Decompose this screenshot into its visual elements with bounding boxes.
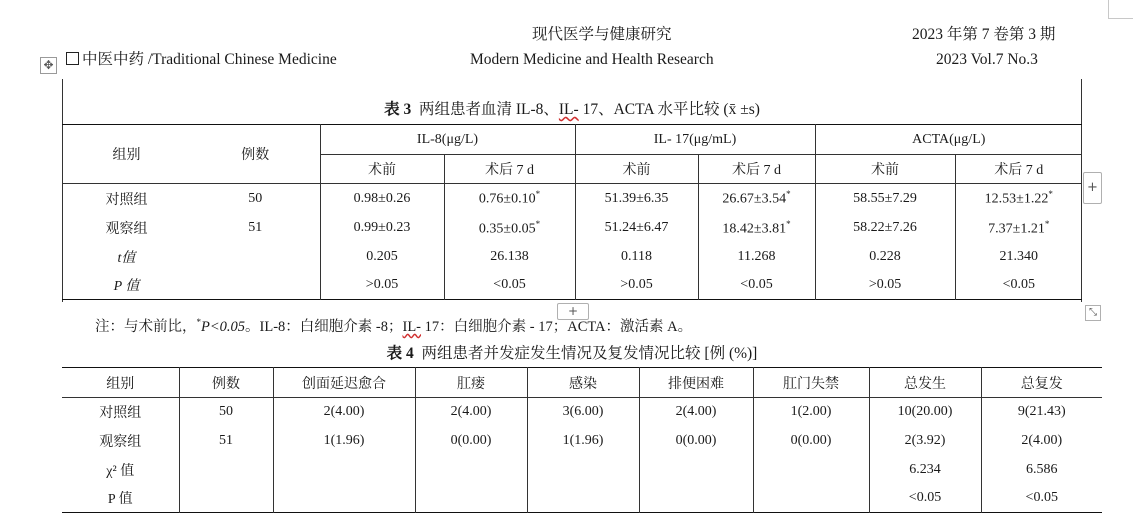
issue-cn: 2023 年第 7 卷第 3 期 <box>912 26 1056 43</box>
table3-cell <box>575 214 698 243</box>
table4-header: 排便困难 <box>639 368 753 398</box>
table3-cell <box>575 184 698 214</box>
table4-cell: 0(0.00) <box>639 427 753 456</box>
table4-cell <box>527 485 639 513</box>
table4-cell: 3(6.00) <box>527 398 639 427</box>
table3-cell-value: 26.138 <box>490 249 529 264</box>
table3-cell-value: 7.37±1.21 <box>988 221 1045 237</box>
table4-cell: 0(0.00) <box>415 427 527 456</box>
table4-cell <box>639 456 753 485</box>
table3-cell <box>955 214 1082 243</box>
table4-row <box>62 398 1102 427</box>
table3-cell <box>320 184 444 214</box>
table4-row <box>62 485 1102 513</box>
table3-cell-value: 51.24±6.47 <box>604 220 669 235</box>
table3 <box>62 124 1082 300</box>
table3-cell <box>955 184 1082 214</box>
table4-row-label: 对照组 <box>99 406 142 422</box>
table3-cell-value: >0.05 <box>868 277 902 293</box>
table3-cell <box>320 243 444 272</box>
table3-header-group: 组别 <box>62 125 191 184</box>
table3-row-cases: 51 <box>248 220 263 235</box>
table3-row <box>62 272 1082 300</box>
significance-mark: * <box>535 189 541 200</box>
table3-header-post: 术后 7 d <box>444 155 575 184</box>
table3-row-cases <box>191 243 320 272</box>
table3-cell-value: 58.22±7.26 <box>853 220 917 235</box>
table3-cell <box>575 243 698 272</box>
table3-row-cases: 50 <box>248 190 263 206</box>
page-corner-mark <box>1108 0 1109 18</box>
table4-cell: 9(21.43) <box>981 398 1102 427</box>
table4-cell: 2(4.00) <box>981 427 1102 456</box>
significance-mark: * <box>535 218 541 229</box>
table3-cell <box>575 272 698 300</box>
table3-header-acta: ACTA(μg/L) <box>815 125 1082 155</box>
table3-cell <box>320 272 444 300</box>
table4-caption: 表 4 两组患者并发症发生情况及复发情况比较 [例 (%)] <box>386 345 758 362</box>
table4-cell: 1(2.00) <box>753 398 869 427</box>
table3-cell <box>320 214 444 243</box>
table4-cell <box>527 456 639 485</box>
table3-cell <box>815 184 955 214</box>
table4-cell <box>415 485 527 513</box>
journal-title-en: Modern Medicine and Health Research <box>470 51 714 68</box>
table3-cell-value: <0.05 <box>493 277 526 293</box>
page-corner-mark-h <box>1108 18 1133 19</box>
table4-cell <box>273 485 415 513</box>
table3-cell-value: >0.05 <box>365 277 399 293</box>
table3-header-il8: IL-8(μg/L) <box>320 125 575 155</box>
table3-cell-value: 0.99±0.23 <box>353 220 411 235</box>
table3-header-il17: IL- 17(μg/mL) <box>575 125 815 155</box>
insert-row-button[interactable]: + <box>557 303 589 320</box>
table3-row <box>62 214 1082 243</box>
table4-cell: 2(4.00) <box>273 398 415 427</box>
table4-header: 总复发 <box>981 368 1102 398</box>
table3-cell <box>815 214 955 243</box>
table3-header-pre: 术前 <box>320 155 444 184</box>
table3-cell-value: 26.67±3.54 <box>722 192 787 208</box>
table4-header: 感染 <box>527 368 639 398</box>
table3-row-label: t值 <box>117 251 136 266</box>
table3-row <box>62 243 1082 272</box>
table3-row-label: P 值 <box>113 279 140 295</box>
table4-row-label: P 值 <box>107 492 133 508</box>
table4-cell: 6.586 <box>981 456 1102 485</box>
table3-cell <box>444 243 575 272</box>
table4-cell: 0(0.00) <box>753 427 869 456</box>
table3-cell-value: 18.42±3.81 <box>722 221 787 237</box>
table3-note: 注：与术前比，*P<0.05。IL-8：白细胞介素 -8；IL- 17：白细胞介素 - 17；ACTA：激活素 A。 <box>95 317 693 335</box>
table-move-handle-icon[interactable]: ✥ <box>40 57 57 74</box>
table3-cell-value: 21.340 <box>999 249 1039 264</box>
table4-cell <box>415 456 527 485</box>
table3-cell <box>698 243 815 272</box>
significance-mark: * <box>786 218 791 229</box>
table4-cell <box>639 485 753 513</box>
table4-header: 肛瘘 <box>415 368 527 398</box>
table4-header: 总发生 <box>869 368 981 398</box>
table3-cell <box>815 243 955 272</box>
table4-cell <box>273 456 415 485</box>
table-resize-handle-icon[interactable]: ⤡ <box>1085 305 1101 321</box>
table4-cell <box>753 456 869 485</box>
table4-header: 例数 <box>179 368 273 398</box>
checkbox-icon <box>66 52 79 65</box>
table3-cell <box>955 243 1082 272</box>
table3-cell-value: 0.76±0.10 <box>478 192 536 208</box>
table3-cell-value: 11.268 <box>737 249 776 264</box>
table3-cell-value: 51.39±6.35 <box>604 190 669 206</box>
table4-cell: 1(1.96) <box>273 427 415 456</box>
table4-cell: 2(4.00) <box>415 398 527 427</box>
table3-cell-value: 0.118 <box>621 249 652 264</box>
table3-cell-value: 0.228 <box>869 249 901 264</box>
table3-header-pre: 术前 <box>815 155 955 184</box>
table4-cell: <0.05 <box>981 485 1102 513</box>
significance-mark: * <box>1044 218 1050 229</box>
table3-cell <box>815 272 955 300</box>
table3-cell <box>698 214 815 243</box>
table4-header: 组别 <box>62 368 179 398</box>
table4-cell: 6.234 <box>869 456 981 485</box>
table3-header-pre: 术前 <box>575 155 698 184</box>
table3-cell-value: <0.05 <box>1002 277 1035 293</box>
table3-caption: 表 3 两组患者血清 IL-8、IL- 17、ACTA 水平比较 (x̄ ±s) <box>384 101 760 118</box>
table4-cell <box>753 485 869 513</box>
table4-header: 创面延迟愈合 <box>273 368 415 398</box>
table3-cell-value: 12.53±1.22 <box>984 192 1049 208</box>
insert-column-button[interactable]: + <box>1083 172 1102 204</box>
table4-row-label: χ² 值 <box>106 464 135 479</box>
table3-row-cases <box>191 272 320 300</box>
significance-mark: * <box>1048 189 1053 200</box>
table3-row-label: 对照组 <box>105 192 148 208</box>
table4-cell: 2(4.00) <box>639 398 753 427</box>
table4-cell: 10(20.00) <box>869 398 981 427</box>
issue-en: 2023 Vol.7 No.3 <box>936 51 1038 68</box>
journal-title-cn: 现代医学与健康研究 <box>532 26 672 43</box>
table4-cell <box>179 485 273 513</box>
table4-cell <box>179 456 273 485</box>
table3-cell <box>444 214 575 243</box>
table3-header-post: 术后 7 d <box>698 155 815 184</box>
table3-header-cases: 例数 <box>191 125 320 184</box>
table3-row-label: 观察组 <box>105 222 148 237</box>
table3-cell-value: 0.205 <box>366 249 398 264</box>
significance-mark: * <box>786 189 791 200</box>
table4-cell: 2(3.92) <box>869 427 981 456</box>
table4-row <box>62 456 1102 485</box>
table3-row <box>62 184 1082 214</box>
table3-cell <box>444 184 575 214</box>
table3-header-post: 术后 7 d <box>955 155 1082 184</box>
table3-cell <box>698 184 815 214</box>
table3-cell <box>698 272 815 300</box>
table3-cell <box>444 272 575 300</box>
table4-row <box>62 427 1102 456</box>
table3-cell-value: 0.35±0.05 <box>478 221 536 237</box>
table4-cell: 1(1.96) <box>527 427 639 456</box>
column-label: 中医中药 /Traditional Chinese Medicine <box>66 51 337 69</box>
table3-cell-value: <0.05 <box>740 277 773 293</box>
table4 <box>62 367 1102 513</box>
table3-cell <box>955 272 1082 300</box>
table4-cell: 51 <box>179 427 273 456</box>
table4-row-label: 观察组 <box>99 435 142 450</box>
table4-cell: 50 <box>179 398 273 427</box>
table3-cell-value: 0.98±0.26 <box>353 190 411 206</box>
table4-header: 肛门失禁 <box>753 368 869 398</box>
table4-cell: <0.05 <box>869 485 981 513</box>
table3-cell-value: >0.05 <box>620 277 653 293</box>
table3-cell-value: 58.55±7.29 <box>853 190 917 206</box>
